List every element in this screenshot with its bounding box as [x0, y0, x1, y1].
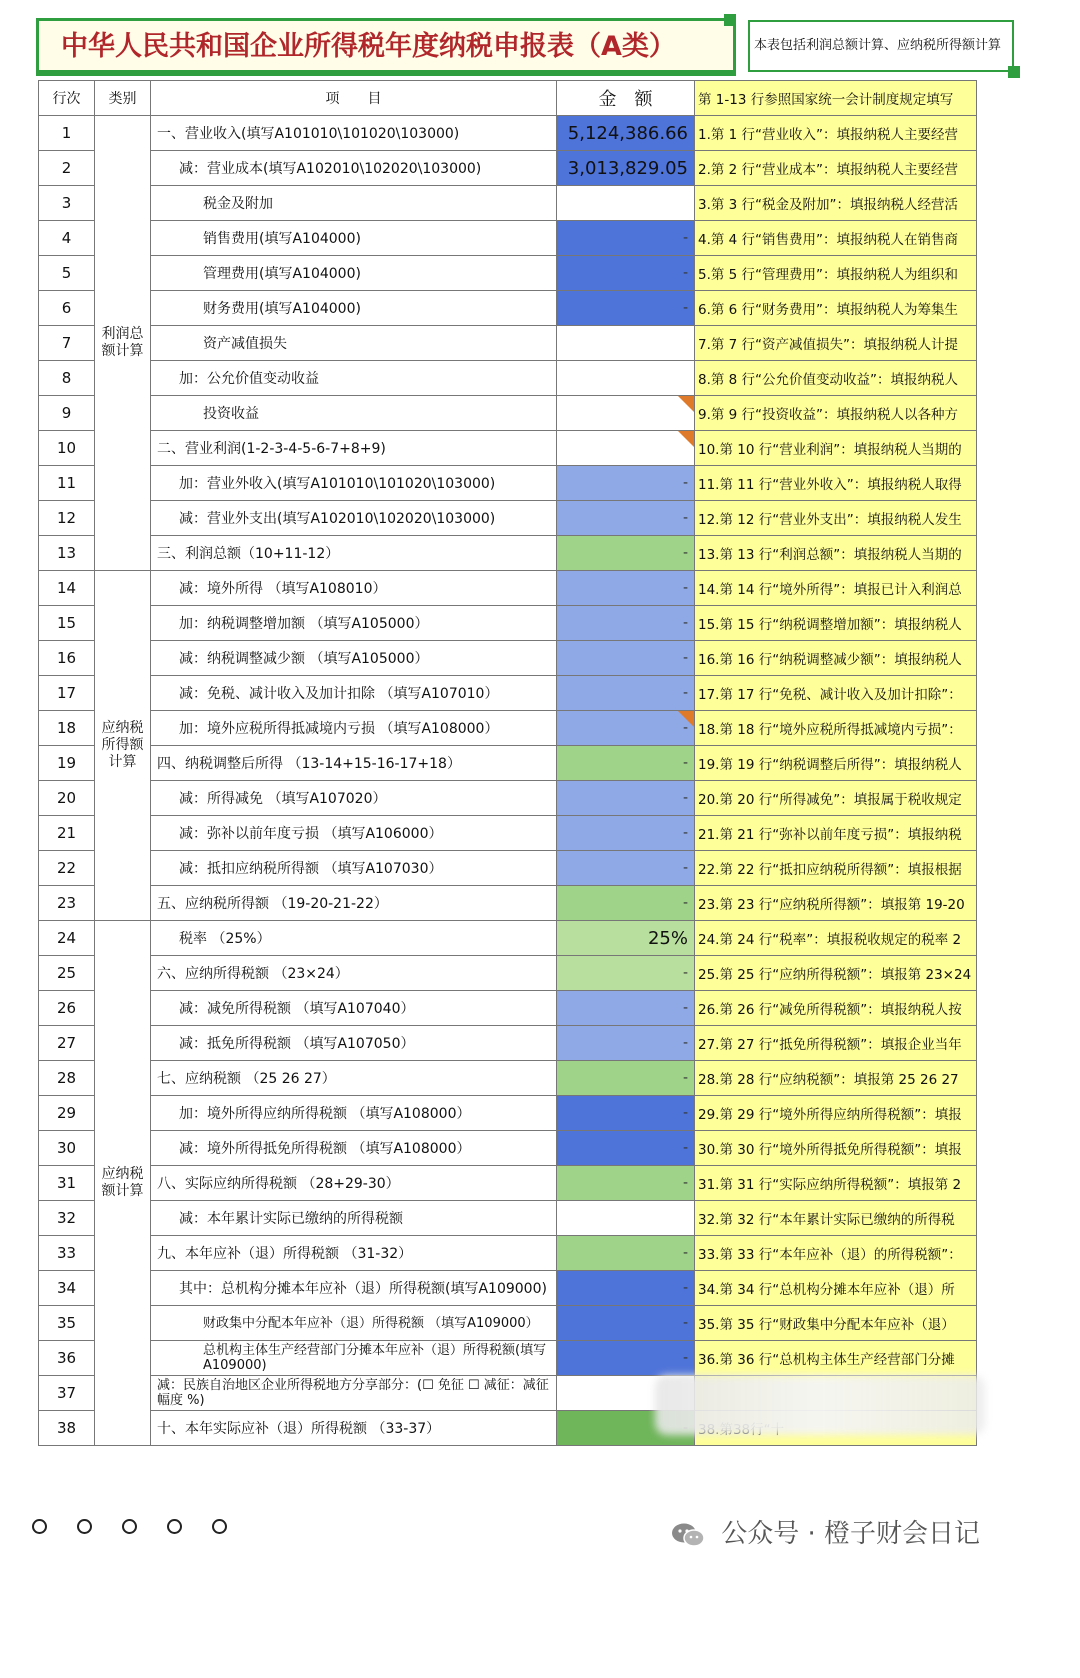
- note-cell[interactable]: 20.第 20 行“所得减免”：填报属于税收规定: [695, 781, 977, 816]
- amount-cell[interactable]: [557, 291, 695, 326]
- row-number: 20: [39, 781, 95, 816]
- item-cell[interactable]: 五、应纳税所得额 （19-20-21-22）: [151, 886, 557, 921]
- item-cell[interactable]: 十、本年实际应补（退）所得税额 （33-37）: [151, 1411, 557, 1446]
- amount-value: -: [682, 1315, 688, 1331]
- amount-value: -: [682, 1350, 688, 1366]
- amount-cell[interactable]: [557, 1201, 695, 1236]
- note-cell[interactable]: 19.第 19 行“纳税调整后所得”：填报纳税人: [695, 746, 977, 781]
- item-cell[interactable]: 减：所得减免 （填写A107020）: [151, 781, 557, 816]
- item-cell[interactable]: 销售费用(填写A104000): [151, 221, 557, 256]
- wechat-icon: [671, 1522, 705, 1548]
- pagination-dots: [32, 1515, 257, 1540]
- note-cell[interactable]: 30.第 30 行“境外所得抵免所得税额”：填报: [695, 1131, 977, 1166]
- item-cell[interactable]: 总机构主体生产经营部门分摊本年应补（退）所得税额(填写A109000): [151, 1341, 557, 1376]
- table-row: [39, 221, 977, 256]
- item-cell[interactable]: 减：免税、减计收入及加计扣除 （填写A107010）: [151, 676, 557, 711]
- amount-cell[interactable]: [557, 991, 695, 1026]
- item-cell[interactable]: 财务费用(填写A104000): [151, 291, 557, 326]
- page-dot[interactable]: [212, 1519, 227, 1534]
- item-cell[interactable]: 加：公允价值变动收益: [151, 361, 557, 396]
- row-number: 1: [39, 116, 95, 151]
- row-number: 25: [39, 956, 95, 991]
- note-cell[interactable]: 22.第 22 行“抵扣应纳税所得额”：填报根据: [695, 851, 977, 886]
- amount-cell[interactable]: [557, 921, 695, 956]
- amount-cell[interactable]: [557, 151, 695, 186]
- row-number: 12: [39, 501, 95, 536]
- row-number: 32: [39, 1201, 95, 1236]
- row-number: 14: [39, 571, 95, 606]
- amount-value: -: [682, 1140, 688, 1156]
- note-cell[interactable]: 5.第 5 行“管理费用”：填报纳税人为组织和: [695, 256, 977, 291]
- row-number: 6: [39, 291, 95, 326]
- row-number: 11: [39, 466, 95, 501]
- form-title: 中华人民共和国企业所得税年度纳税申报表（A类）: [36, 18, 736, 76]
- row-number: 13: [39, 536, 95, 571]
- row-number: 9: [39, 396, 95, 431]
- amount-cell[interactable]: [557, 221, 695, 256]
- amount-cell[interactable]: [557, 116, 695, 151]
- amount-value: -: [682, 1245, 688, 1261]
- table-row: [39, 991, 977, 1026]
- amount-value: -: [682, 1035, 688, 1051]
- amount-cell[interactable]: [557, 536, 695, 571]
- amount-value: -: [682, 860, 688, 876]
- row-number: 16: [39, 641, 95, 676]
- page-dot[interactable]: [77, 1519, 92, 1534]
- amount-cell[interactable]: [557, 466, 695, 501]
- note-cell[interactable]: 8.第 8 行“公允价值变动收益”：填报纳税人: [695, 361, 977, 396]
- amount-cell[interactable]: [557, 676, 695, 711]
- amount-cell[interactable]: [557, 1236, 695, 1271]
- amount-cell[interactable]: [557, 711, 695, 746]
- category-cell: 应纳税 额计算: [95, 921, 151, 1446]
- amount-cell[interactable]: [557, 1061, 695, 1096]
- row-number: 30: [39, 1131, 95, 1166]
- item-cell[interactable]: 税率 （25%）: [151, 921, 557, 956]
- item-cell[interactable]: 其中：总机构分摊本年应补（退）所得税额(填写A109000): [151, 1271, 557, 1306]
- row-number: 21: [39, 816, 95, 851]
- amount-cell[interactable]: [557, 396, 695, 431]
- table-row: [39, 781, 977, 816]
- amount-value: -: [682, 1105, 688, 1121]
- item-cell[interactable]: 九、本年应补（退）所得税额 （31-32）: [151, 1236, 557, 1271]
- amount-value: 3,013,829.05: [567, 157, 688, 179]
- table-row: [39, 501, 977, 536]
- table-row: [39, 1061, 977, 1096]
- item-cell[interactable]: 加：境外应税所得抵减境内亏损 （填写A108000）: [151, 711, 557, 746]
- row-number: 19: [39, 746, 95, 781]
- note-cell[interactable]: 14.第 14 行“境外所得”：填报已计入利润总: [695, 571, 977, 606]
- amount-cell[interactable]: [557, 781, 695, 816]
- amount-value: -: [682, 545, 688, 561]
- table-row: [39, 606, 977, 641]
- title-row: [36, 18, 1044, 80]
- item-cell[interactable]: 三、利润总额（10+11-12）: [151, 536, 557, 571]
- note-cell[interactable]: 33.第 33 行“本年应补（退）的所得税额”：: [695, 1236, 977, 1271]
- item-cell[interactable]: 减：境外所得抵免所得税额 （填写A108000）: [151, 1131, 557, 1166]
- item-cell[interactable]: 二、营业利润(1-2-3-4-5-6-7+8+9): [151, 431, 557, 466]
- item-cell[interactable]: 减：本年累计实际已缴纳的所得税额: [151, 1201, 557, 1236]
- amount-value: -: [682, 580, 688, 596]
- row-number: 29: [39, 1096, 95, 1131]
- amount-cell[interactable]: [557, 571, 695, 606]
- item-cell[interactable]: 加：纳税调整增加额 （填写A105000）: [151, 606, 557, 641]
- amount-cell[interactable]: [557, 1026, 695, 1061]
- table-row: [39, 641, 977, 676]
- row-number: 26: [39, 991, 95, 1026]
- item-cell[interactable]: 减：纳税调整减少额 （填写A105000）: [151, 641, 557, 676]
- item-cell[interactable]: 一、营业收入(填写A101010\101020\103000): [151, 116, 557, 151]
- row-number: 18: [39, 711, 95, 746]
- note-cell[interactable]: 16.第 16 行“纳税调整减少额”：填报纳税人: [695, 641, 977, 676]
- row-number: 17: [39, 676, 95, 711]
- item-cell[interactable]: 减：境外所得 （填写A108010）: [151, 571, 557, 606]
- table-row: [39, 956, 977, 991]
- note-cell[interactable]: 4.第 4 行“销售费用”：填报纳税人在销售商: [695, 221, 977, 256]
- amount-cell[interactable]: [557, 1131, 695, 1166]
- amount-value: -: [682, 265, 688, 281]
- item-cell[interactable]: 减：民族自治地区企业所得税地方分享部分：(☐ 免征 ☐ 减征：减征幅度 %): [151, 1376, 557, 1411]
- table-row: [39, 746, 977, 781]
- table-row: [39, 711, 977, 746]
- table-row: [39, 186, 977, 221]
- note-cell[interactable]: 17.第 17 行“免税、减计收入及加计扣除”：: [695, 676, 977, 711]
- row-number: 2: [39, 151, 95, 186]
- item-cell[interactable]: 资产减值损失: [151, 326, 557, 361]
- table-row: [39, 256, 977, 291]
- row-number: 28: [39, 1061, 95, 1096]
- amount-value: -: [682, 1070, 688, 1086]
- header-note: 第 1-13 行参照国家统一会计制度规定填写: [695, 81, 977, 116]
- item-cell[interactable]: 六、应纳所得税额 （23×24）: [151, 956, 557, 991]
- selection-handle-bottom[interactable]: [1008, 66, 1020, 78]
- amount-value: -: [682, 895, 688, 911]
- row-number: 24: [39, 921, 95, 956]
- item-cell[interactable]: 加：营业外收入(填写A101010\101020\103000): [151, 466, 557, 501]
- row-number: 23: [39, 886, 95, 921]
- row-number: 37: [39, 1376, 95, 1411]
- table-row: [39, 1341, 977, 1376]
- item-cell[interactable]: 财政集中分配本年应补（退）所得税额 （填写A109000）: [151, 1306, 557, 1341]
- amount-cell[interactable]: [557, 851, 695, 886]
- amount-value: -: [682, 720, 688, 736]
- table-row: [39, 396, 977, 431]
- item-cell[interactable]: 四、纳税调整后所得 （13-14+15-16-17+18）: [151, 746, 557, 781]
- amount-value: -: [682, 615, 688, 631]
- item-cell[interactable]: 减：弥补以前年度亏损 （填写A106000）: [151, 816, 557, 851]
- table-row: [39, 1271, 977, 1306]
- note-cell[interactable]: 25.第 25 行“应纳所得税额”：填报第 23×24: [695, 956, 977, 991]
- table-row: [39, 1201, 977, 1236]
- amount-value: -: [682, 475, 688, 491]
- table-row: [39, 1306, 977, 1341]
- amount-cell[interactable]: [557, 1096, 695, 1131]
- table-row: [39, 466, 977, 501]
- note-cell[interactable]: 12.第 12 行“营业外支出”：填报纳税人发生: [695, 501, 977, 536]
- table-row: [39, 921, 977, 956]
- note-cell[interactable]: 1.第 1 行“营业收入”：填报纳税人主要经营: [695, 116, 977, 151]
- header-category: 类别: [95, 81, 151, 116]
- row-number: 7: [39, 326, 95, 361]
- note-cell[interactable]: 23.第 23 行“应纳税所得额”：填报第 19-20: [695, 886, 977, 921]
- amount-value: -: [682, 650, 688, 666]
- item-cell[interactable]: 八、实际应纳所得税额 （28+29-30）: [151, 1166, 557, 1201]
- note-cell[interactable]: 3.第 3 行“税金及附加”：填报纳税人经营活: [695, 186, 977, 221]
- amount-value: -: [682, 510, 688, 526]
- header-item: 项 目: [151, 81, 557, 116]
- note-cell[interactable]: 26.第 26 行“减免所得税额”：填报纳税人按: [695, 991, 977, 1026]
- page-dot[interactable]: [32, 1519, 47, 1534]
- note-cell[interactable]: 34.第 34 行“总机构分摊本年应补（退）所: [695, 1271, 977, 1306]
- row-number: 10: [39, 431, 95, 466]
- tax-table: [38, 80, 977, 1446]
- note-cell[interactable]: 13.第 13 行“利润总额”：填报纳税人当期的: [695, 536, 977, 571]
- table-row: [39, 431, 977, 466]
- item-cell[interactable]: 减：营业外支出(填写A102010\102020\103000): [151, 501, 557, 536]
- amount-cell[interactable]: [557, 256, 695, 291]
- row-number: 38: [39, 1411, 95, 1446]
- amount-cell[interactable]: [557, 886, 695, 921]
- amount-cell[interactable]: [557, 1271, 695, 1306]
- row-number: 34: [39, 1271, 95, 1306]
- row-number: 3: [39, 186, 95, 221]
- row-number: 36: [39, 1341, 95, 1376]
- amount-value: -: [682, 1175, 688, 1191]
- header-row: [39, 81, 977, 116]
- page-dot[interactable]: [122, 1519, 137, 1534]
- row-number: 31: [39, 1166, 95, 1201]
- wechat-watermark: [671, 1513, 980, 1550]
- comment-indicator-icon[interactable]: [678, 711, 694, 727]
- amount-cell[interactable]: [557, 641, 695, 676]
- selection-handle-top[interactable]: [724, 14, 736, 26]
- blurred-overlay: [655, 1375, 985, 1435]
- footer-bar: [0, 1515, 1080, 1595]
- item-cell[interactable]: 加：境外所得应纳所得税额 （填写A108000）: [151, 1096, 557, 1131]
- amount-cell[interactable]: [557, 431, 695, 466]
- row-number: 8: [39, 361, 95, 396]
- item-cell[interactable]: 减：减免所得税额 （填写A107040）: [151, 991, 557, 1026]
- note-cell[interactable]: 27.第 27 行“抵免所得税额”：填报企业当年: [695, 1026, 977, 1061]
- note-cell[interactable]: 10.第 10 行“营业利润”：填报纳税人当期的: [695, 431, 977, 466]
- amount-cell[interactable]: [557, 606, 695, 641]
- category-cell: 应纳税 所得额 计算: [95, 571, 151, 921]
- row-number: 22: [39, 851, 95, 886]
- row-number: 33: [39, 1236, 95, 1271]
- amount-value: -: [682, 965, 688, 981]
- note-cell[interactable]: 9.第 9 行“投资收益”：填报纳税人以各种方: [695, 396, 977, 431]
- item-cell[interactable]: 投资收益: [151, 396, 557, 431]
- note-cell[interactable]: 28.第 28 行“应纳税额”：填报第 25 26 27: [695, 1061, 977, 1096]
- page-dot[interactable]: [167, 1519, 182, 1534]
- note-cell[interactable]: 6.第 6 行“财务费用”：填报纳税人为筹集生: [695, 291, 977, 326]
- header-row-number: 行次: [39, 81, 95, 116]
- item-cell[interactable]: 七、应纳税额 （25 26 27）: [151, 1061, 557, 1096]
- table-row: [39, 151, 977, 186]
- table-row: [39, 536, 977, 571]
- amount-value: -: [682, 1280, 688, 1296]
- table-row: [39, 326, 977, 361]
- table-row: [39, 1166, 977, 1201]
- row-number: 4: [39, 221, 95, 256]
- amount-value: -: [682, 230, 688, 246]
- amount-cell[interactable]: [557, 501, 695, 536]
- item-cell[interactable]: 减：营业成本(填写A102010\102020\103000): [151, 151, 557, 186]
- table-row: [39, 1131, 977, 1166]
- note-cell[interactable]: 32.第 32 行“本年累计实际已缴纳的所得税: [695, 1201, 977, 1236]
- comment-indicator-icon[interactable]: [678, 396, 694, 412]
- table-row: [39, 851, 977, 886]
- table-row: [39, 886, 977, 921]
- amount-value: -: [682, 300, 688, 316]
- table-row: [39, 116, 977, 151]
- note-cell[interactable]: 29.第 29 行“境外所得应纳所得税额”：填报: [695, 1096, 977, 1131]
- note-cell[interactable]: 7.第 7 行“资产减值损失”：填报纳税人计提: [695, 326, 977, 361]
- amount-value: 5,124,386.66: [567, 122, 688, 144]
- amount-value: -: [682, 755, 688, 771]
- table-row: [39, 676, 977, 711]
- amount-cell[interactable]: [557, 1341, 695, 1376]
- side-note-cell[interactable]: 本表包括利润总额计算、应纳税所得额计算: [748, 20, 1014, 72]
- amount-cell[interactable]: [557, 326, 695, 361]
- amount-value: 25%: [647, 927, 688, 949]
- row-number: 27: [39, 1026, 95, 1061]
- amount-cell[interactable]: [557, 816, 695, 851]
- watermark-text: 公众号 · 橙子财会日记: [721, 1519, 980, 1549]
- amount-value: -: [682, 1000, 688, 1016]
- table-row: [39, 1096, 977, 1131]
- note-cell[interactable]: 11.第 11 行“营业外收入”：填报纳税人取得: [695, 466, 977, 501]
- note-cell[interactable]: 31.第 31 行“实际应纳所得税额”：填报第 2: [695, 1166, 977, 1201]
- amount-cell[interactable]: [557, 746, 695, 781]
- amount-cell[interactable]: [557, 956, 695, 991]
- note-cell[interactable]: 15.第 15 行“纳税调整增加额”：填报纳税人: [695, 606, 977, 641]
- item-cell[interactable]: 管理费用(填写A104000): [151, 256, 557, 291]
- note-cell[interactable]: 18.第 18 行“境外应税所得抵减境内亏损”：: [695, 711, 977, 746]
- amount-cell[interactable]: [557, 361, 695, 396]
- amount-cell[interactable]: [557, 1166, 695, 1201]
- header-amount: 金 额: [557, 81, 695, 116]
- table-row: [39, 816, 977, 851]
- comment-indicator-icon[interactable]: [678, 431, 694, 447]
- table-row: [39, 361, 977, 396]
- table-row: [39, 291, 977, 326]
- amount-cell[interactable]: [557, 186, 695, 221]
- table-row: [39, 1026, 977, 1061]
- amount-value: -: [682, 685, 688, 701]
- row-number: 5: [39, 256, 95, 291]
- item-cell[interactable]: 减：抵扣应纳税所得额 （填写A107030）: [151, 851, 557, 886]
- note-cell[interactable]: 35.第 35 行“财政集中分配本年应补（退）: [695, 1306, 977, 1341]
- table-row: [39, 571, 977, 606]
- note-cell[interactable]: 24.第 24 行“税率”：填报税收规定的税率 2: [695, 921, 977, 956]
- category-cell: 利润总 额计算: [95, 116, 151, 571]
- note-cell[interactable]: 36.第 36 行“总机构主体生产经营部门分摊: [695, 1341, 977, 1376]
- table-row: [39, 1236, 977, 1271]
- amount-cell[interactable]: [557, 1306, 695, 1341]
- note-cell[interactable]: 2.第 2 行“营业成本”：填报纳税人主要经营: [695, 151, 977, 186]
- item-cell[interactable]: 减：抵免所得税额 （填写A107050）: [151, 1026, 557, 1061]
- item-cell[interactable]: 税金及附加: [151, 186, 557, 221]
- amount-value: -: [682, 825, 688, 841]
- amount-value: -: [682, 790, 688, 806]
- row-number: 35: [39, 1306, 95, 1341]
- row-number: 15: [39, 606, 95, 641]
- note-cell[interactable]: 21.第 21 行“弥补以前年度亏损”：填报纳税: [695, 816, 977, 851]
